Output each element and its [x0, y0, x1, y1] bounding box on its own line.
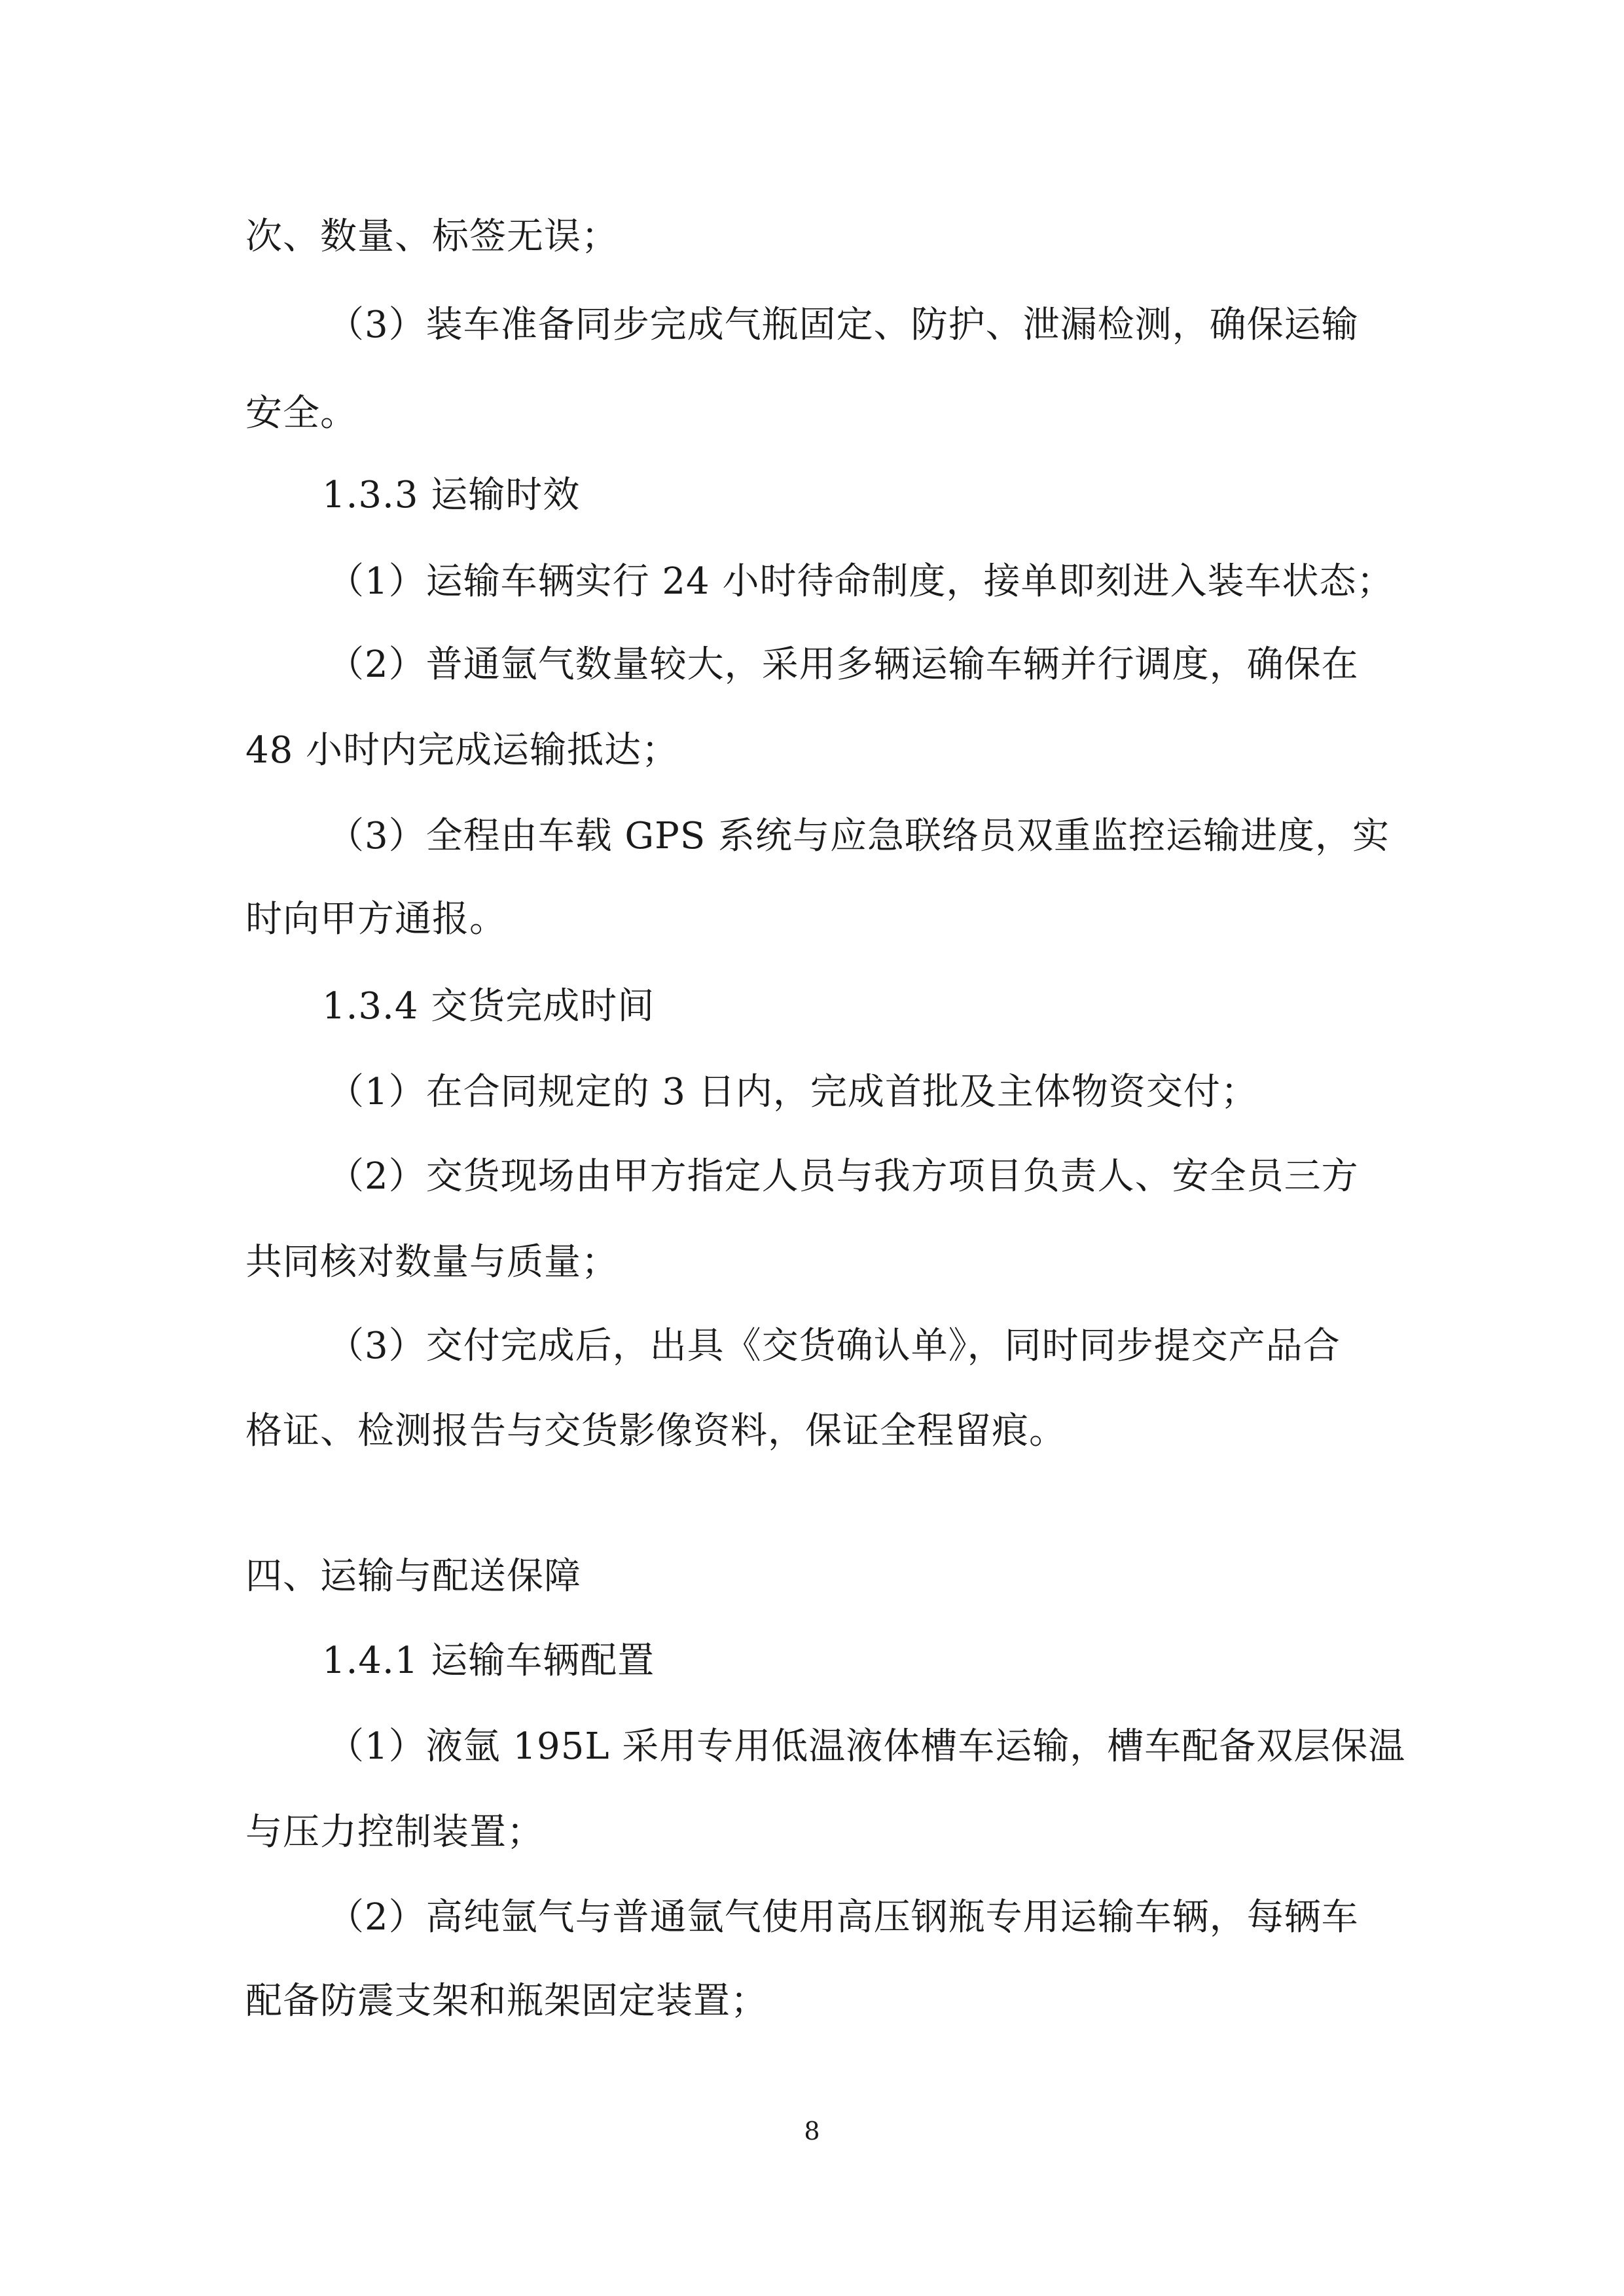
text-line: 时向甲方通报。 — [245, 898, 507, 941]
section-heading: 1.3.3 运输时效 — [322, 474, 581, 516]
list-item: （1）在合同规定的 3 日内，完成首批及主体物资交付； — [327, 1071, 1258, 1113]
chapter-heading: 四、运输与配送保障 — [245, 1555, 581, 1598]
section-heading: 1.4.1 运输车辆配置 — [322, 1640, 655, 1682]
text-line: 共同核对数量与质量； — [245, 1241, 619, 1283]
section-heading: 1.3.4 交货完成时间 — [322, 985, 655, 1028]
text-line: 48 小时内完成运输抵达； — [245, 729, 679, 772]
list-item: （3）装车准备同步完成气瓶固定、防护、泄漏检测，确保运输 — [327, 304, 1359, 346]
list-item: （3）全程由车载 GPS 系统与应急联络员双重监控运输进度，实 — [327, 815, 1390, 857]
text-line: 格证、检测报告与交货影像资料，保证全程留痕。 — [245, 1410, 1066, 1452]
text-line: 次、数量、标签无误； — [245, 215, 619, 258]
text-line: 安全。 — [245, 392, 357, 435]
page-number: 8 — [804, 2117, 820, 2145]
list-item: （2）交货现场由甲方指定人员与我方项目负责人、安全员三方 — [327, 1155, 1359, 1198]
list-item: （3）交付完成后，出具《交货确认单》，同时同步提交产品合 — [327, 1325, 1341, 1367]
list-item: （1）运输车辆实行 24 小时待命制度，接单即刻进入装车状态； — [327, 560, 1394, 603]
list-item: （2）高纯氩气与普通氩气使用高压钢瓶专用运输车辆，每辆车 — [327, 1896, 1359, 1939]
list-item: （1）液氩 195L 采用专用低温液体槽车运输，槽车配备双层保温 — [327, 1725, 1406, 1768]
text-line: 配备防震支架和瓶架固定装置； — [245, 1980, 768, 2022]
list-item: （2）普通氩气数量较大，采用多辆运输车辆并行调度，确保在 — [327, 643, 1359, 686]
text-line: 与压力控制装置； — [245, 1811, 544, 1854]
